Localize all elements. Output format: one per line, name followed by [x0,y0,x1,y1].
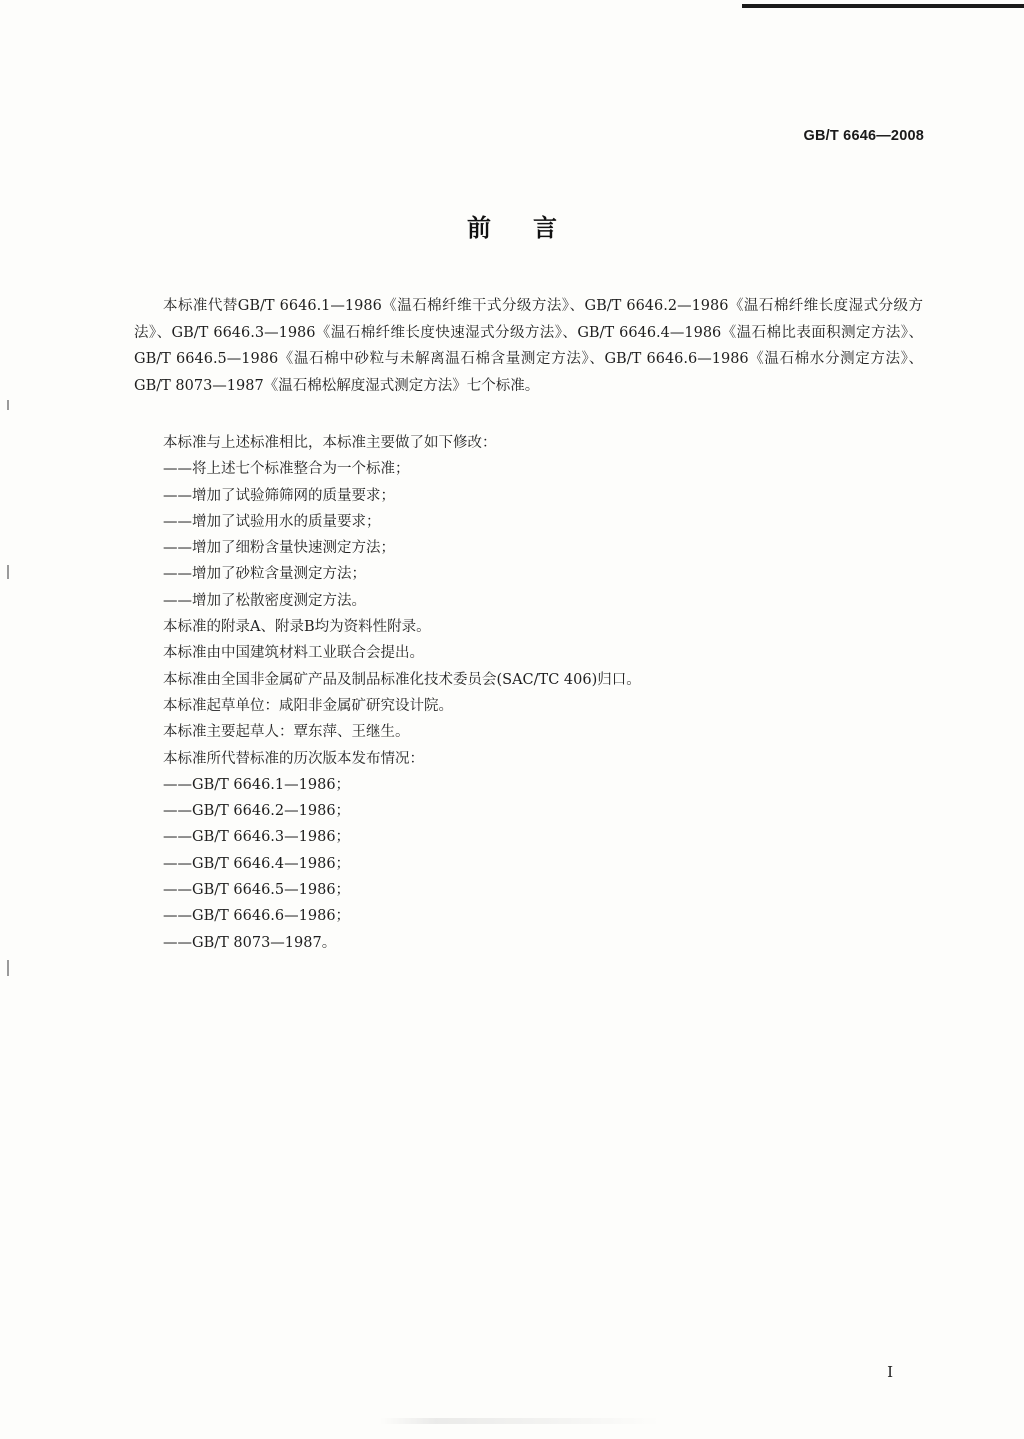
scan-artifact [7,565,9,579]
body-lines [163,430,923,956]
body-line: ——增加了砂粒含量测定方法； [163,566,366,583]
intro-paragraph: 本标准代替GB/T 6646.1—1986《温石棉纤维干式分级方法》、GB/T 6646.2—1986《温石棉纤维长度湿式分级方法》、GB/T 6646.3—1986《温石棉纤维长度快速湿式分级方法》、GB/T 6646.4—1986《温石棉比表面积测定方法》、GB/T 6646.5—1986《温石棉中砂粒与未解离温石棉含量测定方法》、GB/T 6646.6—1986《温石棉水分测定方法》、GB/T 8073—1987《温石棉松解度湿式测定方法》七个标准。 [134,298,923,394]
body-line: ——GB/T 6646.3—1986； [163,829,351,846]
body-line: 本标准主要起草人：覃东萍、王继生。 [163,724,410,741]
body-line: 本标准所代替标准的历次版本发布情况： [163,750,424,767]
body-line: ——增加了试验用水的质量要求； [163,513,381,530]
scan-artifact [7,960,9,976]
body-line: 本标准由全国非金属矿产品及制品标准化技术委员会(SAC/TC 406)归口。 [163,671,641,688]
body-line: ——GB/T 8073—1987。 [163,934,337,951]
body-line: 本标准起草单位：咸阳非金属矿研究设计院。 [163,697,453,714]
body-line: ——将上述七个标准整合为一个标准； [163,461,410,478]
body-line: ——GB/T 6646.2—1986； [163,803,351,820]
scan-artifact [7,400,9,410]
body-line: 本标准与上述标准相比，本标准主要做了如下修改： [163,435,497,451]
scan-artifact [380,1418,660,1424]
body-line: ——增加了细粉含量快速测定方法； [163,540,395,557]
body-line: 本标准由中国建筑材料工业联合会提出。 [163,645,424,662]
body-line: ——GB/T 6646.1—1986； [163,776,351,793]
page-number: I [887,1363,893,1381]
body-line: ——增加了松散密度测定方法。 [163,592,366,609]
page-title: 前言 [467,214,599,242]
body-line: ——GB/T 6646.5—1986； [163,882,351,899]
standard-number: GB/T 6646—2008 [803,128,924,144]
top-rule [742,4,1024,8]
body-line: ——GB/T 6646.4—1986； [163,855,351,872]
body-line: ——GB/T 6646.6—1986； [163,908,351,925]
body-line: ——增加了试验筛筛网的质量要求； [163,487,395,504]
body-line: 本标准的附录A、附录B均为资料性附录。 [163,619,431,636]
